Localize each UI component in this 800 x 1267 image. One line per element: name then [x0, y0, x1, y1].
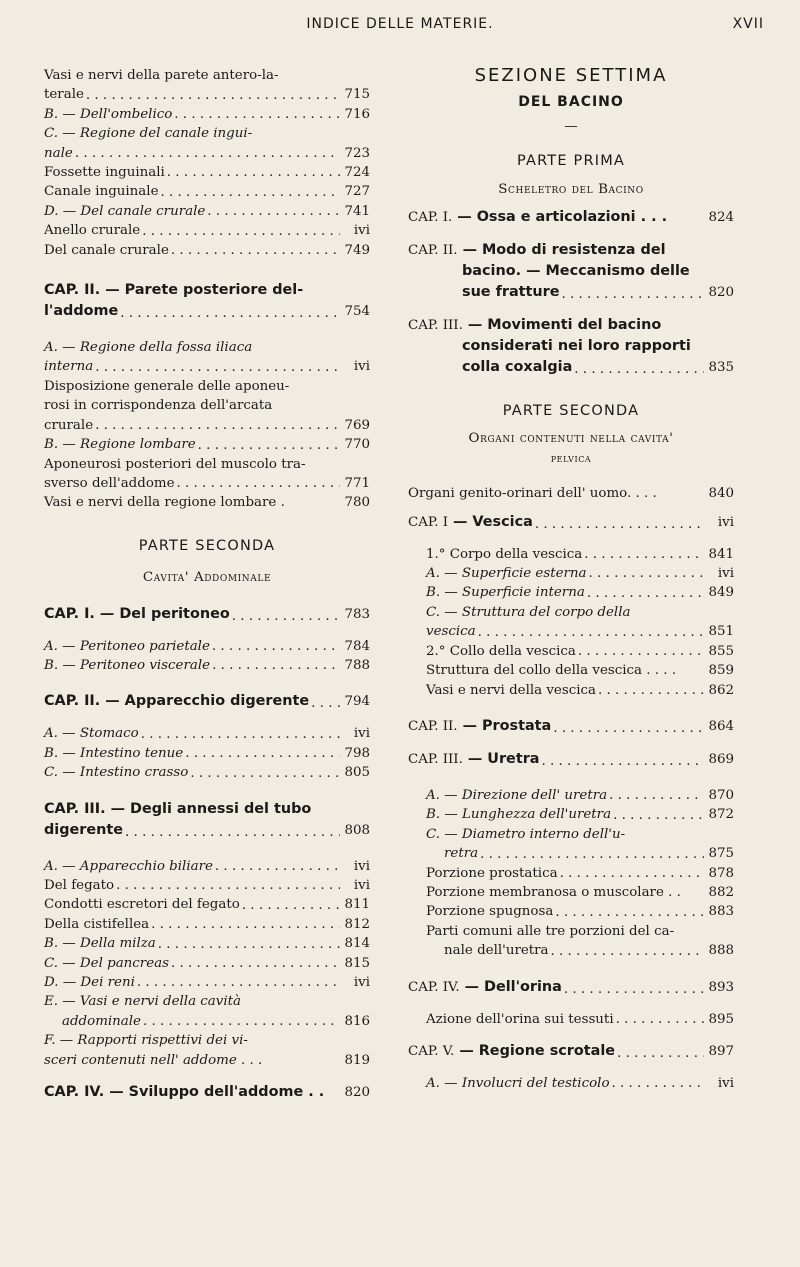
toc-entry [44, 105, 370, 124]
entry-page: 870 [708, 787, 734, 803]
entry-page: 824 [708, 210, 734, 226]
chapter-heading [408, 240, 734, 261]
entry-page: 769 [344, 417, 370, 433]
entry-title: Porzione spugnosa [426, 904, 554, 920]
chapter-title: — Sviluppo dell'addome . . [109, 1084, 325, 1101]
entry-page: 716 [344, 106, 370, 122]
chapter-label: CAP. III. [408, 318, 463, 334]
chapter-label: CAP. III. [44, 800, 106, 817]
entry-page: 715 [344, 87, 370, 103]
entry-page: 741 [344, 203, 370, 219]
entry-page: 783 [344, 606, 370, 622]
entry-title: Organi genito-orinari dell' uomo. . . . [408, 486, 657, 502]
entry-title: colla coxalgia [462, 359, 573, 376]
part-subtitle: Cavita' Addominale [142, 570, 272, 586]
page-number: XVII [732, 16, 764, 32]
toc-entry-line: C. — Struttura del corpo della [426, 604, 631, 620]
section-title: SEZIONE SETTIMA [474, 65, 668, 86]
toc-entry [44, 1012, 370, 1031]
toc-entry [408, 642, 734, 661]
chapter-entry [408, 977, 734, 998]
toc-entry-line: Aponeurosi posteriori del muscolo tra- [44, 456, 306, 472]
entry-page: 815 [344, 955, 370, 971]
toc-entry [408, 282, 734, 303]
entry-title: addominale [62, 1013, 141, 1029]
entry-page: 820 [708, 285, 734, 301]
entry-page: 788 [344, 657, 370, 673]
toc-entry [408, 883, 734, 902]
entry-title: Del canale crurale [44, 242, 169, 258]
chapter-title: — Movimenti del bacino [467, 317, 662, 334]
chapter-heading [408, 315, 734, 336]
chapter-label: CAP. III. [408, 751, 463, 767]
running-header [0, 16, 800, 40]
toc-entry [44, 221, 370, 240]
entry-page: 820 [344, 1085, 370, 1101]
entry-title: digerente [44, 821, 124, 838]
entry-page: ivi [353, 359, 370, 375]
entry-title: A. — Stomaco [44, 726, 139, 742]
chapter-title: — Vescica [453, 513, 533, 530]
entry-page: 819 [344, 1052, 370, 1068]
chapter-entry [408, 512, 734, 533]
toc-entry [44, 85, 370, 104]
entry-page: 882 [708, 884, 734, 900]
entry-title: nale dell'uretra [444, 943, 549, 959]
entry-page: 869 [708, 751, 734, 767]
entry-title: retra [444, 846, 479, 862]
entry-title: B. — Regione lombare [44, 437, 196, 453]
chapter-label: CAP. IV. [44, 1084, 105, 1101]
entry-title: Porzione membranosa o muscolare . . [426, 884, 681, 900]
part-title: PARTE PRIMA [516, 153, 626, 170]
entry-title: B. — Lunghezza dell'uretra [426, 807, 612, 823]
entry-title: B. — Superficie interna [426, 585, 585, 601]
entry-title: 1.° Corpo della vescica [426, 546, 583, 562]
toc-entry [44, 954, 370, 973]
entry-page: 805 [344, 765, 370, 781]
toc-entry [44, 301, 370, 322]
entry-title: 2.° Collo della vescica [426, 643, 576, 659]
entry-title: B. — Dell'ombelico [44, 106, 173, 122]
entry-page: 754 [344, 304, 370, 320]
entry-page: 888 [708, 943, 734, 959]
entry-page: 835 [708, 360, 734, 376]
toc-entry [408, 864, 734, 883]
toc-entry [408, 844, 734, 863]
toc-entry [408, 941, 734, 960]
chapter-entry [44, 691, 370, 712]
toc-entry [44, 934, 370, 953]
entry-page: ivi [717, 1075, 734, 1091]
entry-page: 812 [344, 916, 370, 932]
toc-entry [44, 474, 370, 493]
entry-title: terale [44, 87, 84, 103]
toc-entry-line: C. — Regione del canale ingui- [44, 126, 253, 142]
entry-title: Anello crurale [44, 223, 141, 239]
entry-title: Porzione prostatica [426, 865, 558, 881]
toc-entry [408, 583, 734, 602]
entry-page: 897 [708, 1043, 734, 1059]
entry-title: C. — Del pancreas [44, 955, 169, 971]
part-subtitle: Organi contenuti nella cavita' [468, 431, 674, 447]
entry-page: 893 [708, 979, 734, 995]
entry-title: nale [44, 145, 73, 161]
toc-entry [44, 820, 370, 841]
chapter-title: — Ossa e articolazioni . . . [457, 209, 668, 226]
chapter-label: CAP. I [408, 514, 449, 530]
chapter-label: CAP. I. [44, 605, 95, 622]
part-subtitle: pelvica [550, 451, 592, 465]
entry-title: Condotti escretori del fegato [44, 897, 240, 913]
entry-page: 849 [708, 585, 734, 601]
entry-page: 749 [344, 242, 370, 258]
toc-entry [408, 1010, 734, 1029]
entry-page: ivi [717, 514, 734, 530]
separator-dash: — [564, 118, 578, 134]
entry-title: sue fratture [462, 284, 560, 301]
toc-entry [408, 484, 734, 503]
entry-title: B. — Intestino tenue [44, 745, 184, 761]
chapter-heading [44, 280, 370, 301]
chapter-title: — Apparecchio digerente [105, 693, 310, 710]
chapter-entry [44, 604, 370, 625]
toc-entry-line: E. — Vasi e nervi della cavità [44, 994, 242, 1010]
toc-entry [44, 416, 370, 435]
toc-entry [44, 656, 370, 675]
toc-entry [44, 895, 370, 914]
entry-page: 784 [344, 638, 370, 654]
toc-entry [44, 876, 370, 895]
entry-title: Canale inguinale [44, 184, 159, 200]
chapter-title: — Regione scrotale [459, 1042, 616, 1059]
entry-title: A. — Superficie esterna [426, 566, 587, 582]
entry-title: sceri contenuti nell' addome . . . [44, 1052, 263, 1068]
entry-title: sverso dell'addome [44, 475, 175, 491]
entry-title: Del fegato [44, 877, 115, 893]
chapter-title: — Modo di resistenza del [462, 242, 666, 259]
entry-page: 816 [344, 1013, 370, 1029]
entry-title: C. — Intestino crasso [44, 765, 189, 781]
chapter-entry [408, 207, 734, 228]
entry-title: crurale [44, 417, 94, 433]
entry-page: 724 [344, 165, 370, 181]
toc-entry [44, 763, 370, 782]
toc-entry [408, 902, 734, 921]
entry-page: 878 [708, 865, 734, 881]
chapter-label: CAP. II. [408, 718, 458, 734]
entry-page: 811 [344, 897, 370, 913]
entry-page: ivi [353, 726, 370, 742]
entry-title: Azione dell'orina sui tessuti [426, 1011, 614, 1027]
entry-page: 780 [344, 495, 370, 511]
entry-title: Della cistifellea [44, 916, 150, 932]
chapter-entry [44, 1082, 370, 1103]
chapter-label: CAP. IV. [408, 979, 460, 995]
toc-entry-line: C. — Diametro interno dell'u- [426, 826, 626, 842]
entry-title: B. — Peritoneo viscerale [44, 657, 211, 673]
chapter-heading [44, 799, 370, 820]
entry-title: l'addome [44, 303, 119, 320]
toc-entry [408, 786, 734, 805]
entry-page: 855 [708, 643, 734, 659]
entry-title: A. — Direzione dell' uretra [426, 787, 608, 803]
toc-entry [44, 182, 370, 201]
chapter-label: CAP. II. [408, 243, 458, 259]
toc-entry [44, 435, 370, 454]
toc-entry-line: Vasi e nervi della parete antero-la- [44, 68, 279, 83]
entry-page: 875 [708, 846, 734, 862]
toc-entry [44, 637, 370, 656]
toc-entry [44, 202, 370, 221]
chapter-title: — Parete posteriore del- [105, 282, 304, 299]
toc-entry [408, 805, 734, 824]
toc-entry [408, 661, 734, 680]
chapter-label: CAP. II. [44, 693, 101, 710]
entry-page: 841 [708, 546, 734, 562]
entry-page: 727 [344, 184, 370, 200]
entry-page: ivi [353, 975, 370, 990]
toc-entry [44, 857, 370, 876]
toc-entry-line: A. — Regione della fossa iliaca [44, 340, 253, 356]
chapter-title-line: bacino. — Meccanismo delle [462, 263, 690, 280]
chapter-title: — Prostata [462, 717, 552, 734]
entry-page: 862 [708, 682, 734, 698]
entry-page: 883 [708, 904, 734, 920]
entry-title: Vasi e nervi della regione lombare . [44, 495, 285, 511]
entry-title: Vasi e nervi della vescica [426, 682, 596, 698]
toc-entry [44, 357, 370, 376]
left-column [44, 66, 370, 1246]
entry-title: D. — Dei reni [44, 975, 135, 990]
toc-entry [408, 622, 734, 641]
toc-entry [408, 545, 734, 564]
chapter-label: CAP. II. [44, 282, 101, 299]
toc-entry [44, 973, 370, 992]
entry-page: 840 [708, 486, 734, 502]
toc-entry-line: Disposizione generale delle aponeu- [44, 378, 290, 394]
chapter-title: — Dell'orina [464, 978, 562, 995]
section-subtitle: DEL BACINO [518, 94, 624, 111]
toc-entry-line: rosi in corrispondenza dell'arcata [44, 398, 273, 414]
entry-page: 851 [708, 624, 734, 640]
entry-title: interna [44, 359, 94, 375]
entry-page: 794 [344, 694, 370, 710]
entry-page: 771 [344, 475, 370, 491]
toc-entry [44, 144, 370, 163]
toc-entry [44, 1051, 370, 1070]
entry-page: 872 [708, 807, 734, 823]
right-column [408, 66, 734, 1246]
toc-entry [408, 564, 734, 583]
chapter-title: — Uretra [467, 750, 540, 767]
entry-page: 808 [344, 822, 370, 838]
entry-title: B. — Della milza [44, 936, 156, 952]
entry-title: A. — Apparecchio biliare [44, 858, 213, 874]
chapter-entry [408, 749, 734, 770]
chapter-title-line: considerati nei loro rapporti [462, 338, 691, 355]
entry-page: ivi [353, 858, 370, 874]
toc-entry-line: Parti comuni alle tre porzioni del ca- [426, 923, 675, 939]
chapter-entry [408, 1041, 734, 1062]
chapter-label: CAP. V. [408, 1043, 455, 1059]
chapter-label: CAP. I. [408, 210, 453, 226]
entry-page: 770 [344, 437, 370, 453]
entry-title: Struttura del collo della vescica . . . . [426, 663, 677, 679]
toc-entry [44, 163, 370, 182]
toc-entry [408, 1074, 734, 1093]
entry-page: 723 [344, 145, 370, 161]
entry-title: A. — Involucri del testicolo [426, 1075, 610, 1091]
entry-page: 798 [344, 745, 370, 761]
running-title: INDICE DELLE MATERIE. [306, 16, 494, 32]
entry-title: A. — Peritoneo parietale [44, 638, 210, 654]
entry-page: ivi [717, 566, 734, 582]
entry-page: ivi [353, 877, 370, 893]
toc-entry [408, 357, 734, 378]
entry-page: 859 [708, 663, 734, 679]
entry-title: D. — Del canale crurale [44, 203, 206, 219]
part-subtitle: Scheletro del Bacino [498, 181, 644, 197]
chapter-title: — Del peritoneo [99, 605, 230, 622]
entry-page: 814 [344, 936, 370, 952]
toc-entry [408, 681, 734, 700]
toc-entry [44, 915, 370, 934]
toc-entry [44, 241, 370, 260]
entry-title: vescica [426, 624, 476, 640]
entry-page: 864 [708, 718, 734, 734]
chapter-title: — Degli annessi del tubo [110, 800, 312, 817]
entry-page: 895 [708, 1011, 734, 1027]
toc-entry [44, 744, 370, 763]
entry-title: Fossette inguinali [44, 165, 165, 181]
part-title: PARTE SECONDA [138, 537, 276, 554]
part-title: PARTE SECONDA [502, 403, 640, 420]
toc-entry [44, 724, 370, 743]
chapter-entry [408, 716, 734, 737]
entry-page: ivi [353, 223, 370, 239]
toc-entry [44, 493, 370, 512]
toc-entry-line: F. — Rapporti rispettivi dei vi- [44, 1033, 248, 1049]
